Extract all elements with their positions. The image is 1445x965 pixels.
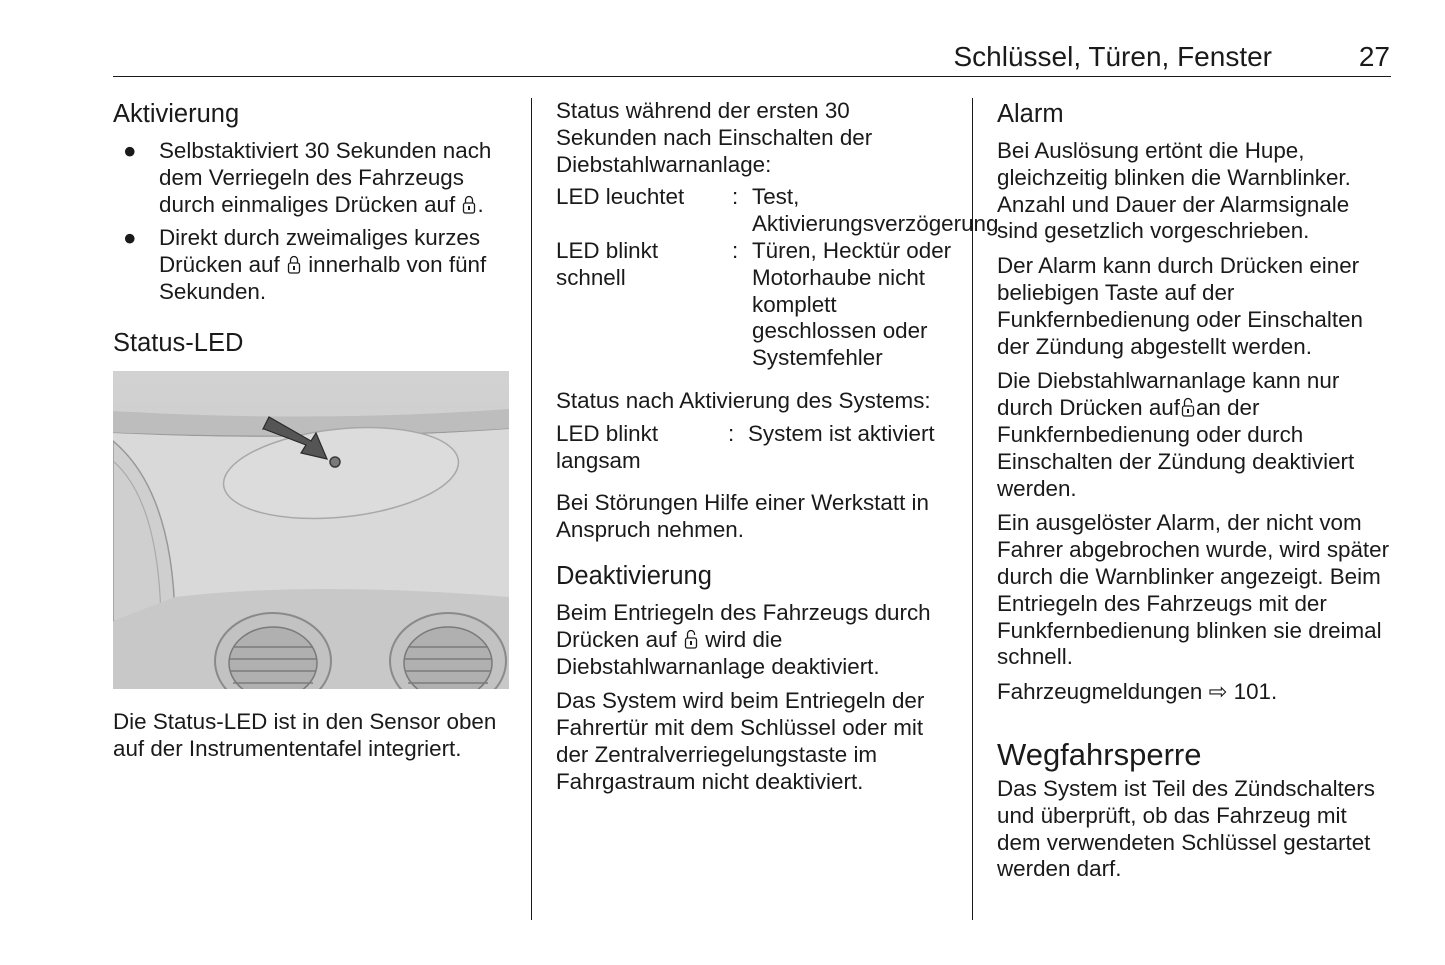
list-item (113, 225, 513, 305)
header-title: Schlüssel, Türen, Fenster (953, 41, 1272, 72)
status-key: LED leuchtet (556, 184, 685, 210)
lock-icon (462, 194, 476, 214)
deactivation-text: Beim Entriegeln des Fahrzeugs durch Drücken auf (556, 599, 931, 652)
figure-caption: Die Status-LED ist in den Sensor oben auf der Instrumententafel integriert. (113, 708, 497, 761)
deactivation-paragraph (556, 600, 954, 680)
status-value: Türen, Hecktür oder Motorhaube nicht komplett geschlossen oder Systemfehler (752, 237, 952, 371)
bullet-icon: ● (123, 138, 137, 163)
deactivation-text-end: wird die Diebstahlwarnanlage deaktiviert. (556, 626, 880, 679)
column-divider-left (531, 98, 532, 920)
bullet-icon: ● (123, 225, 137, 251)
heading-deactivation: Deaktivierung (556, 561, 712, 590)
reference-text: Fahrzeugmeldungen (997, 679, 1203, 705)
status-intro: Status während der ersten 30 Sekunden nach Einschalten der Diebstahlwarnanlage: (556, 98, 873, 177)
status-separator: : (728, 420, 735, 446)
bullet-text-end: innerhalb von fünf Sekunden. (159, 252, 487, 304)
lock-icon (287, 254, 301, 274)
reference-page: 101. (1233, 679, 1278, 705)
alarm-paragraph-4: Ein ausgelöster Alarm, der nicht vom Fahrer abgebrochen wurde, wird später durch die Warnblinker angezeigt. Beim Entriegeln des Fahrzeugs mit der Funkfernbedienung blinken sie dreimal schnell. (997, 510, 1390, 670)
alarm-paragraph-1: Bei Auslösung ertönt die Hupe, gleichzeitig blinken die Warnblinker. Anzahl und Dauer der Alarmsignale sind gesetzlich vorgeschrieben. (997, 138, 1351, 244)
status-key: LED blinkt langsam (556, 420, 659, 473)
deactivation-note: Das System wird beim Entriegeln der Fahrertür mit dem Schlüssel oder mit der Zentralverriegelungstaste im Fahrgastraum nicht deaktiviert. (556, 688, 925, 794)
bullet-text: Selbstaktiviert 30 Sekunden nach dem Verriegeln des Fahrzeugs durch einmaliges Drücken auf (159, 138, 492, 217)
bullet-text: Direkt durch zweimaliges kurzes Drücken auf (159, 225, 481, 278)
table-row (556, 184, 999, 238)
cross-reference (997, 679, 1392, 706)
alarm-paragraph-2: Der Alarm kann durch Drücken einer beliebigen Taste auf der Funkfernbedienung oder Einschalten der Zündung abgestellt werden. (997, 253, 1363, 359)
alarm-text: Die Diebstahlwarnanlage kann nur durch Drücken auf (997, 368, 1340, 421)
heading-status-led: Status-LED (113, 328, 244, 357)
bullet-text-end: . (477, 191, 484, 217)
status-value: System ist aktiviert (748, 420, 935, 446)
unlock-icon (1181, 397, 1195, 417)
unlock-icon (684, 629, 698, 649)
column-middle (556, 98, 999, 804)
activation-list (113, 138, 513, 306)
alarm-paragraph-3 (997, 368, 1392, 502)
status-after-intro: Status nach Aktivierung des Systems: (556, 387, 931, 413)
status-separator: : (732, 237, 739, 263)
immobilizer-paragraph: Das System ist Teil des Zündschalters und überprüft, ob das Fahrzeug mit dem verwendeten Schlüssel gestartet werden darf. (997, 775, 1375, 882)
alarm-text-end: an der Funkfernbedienung oder durch Einschalten der Zündung deaktiviert werden. (997, 395, 1355, 501)
table-row (556, 421, 954, 475)
fault-note: Bei Störungen Hilfe einer Werkstatt in Anspruch nehmen. (556, 490, 929, 543)
page-number: 27 (1358, 41, 1390, 72)
dashboard-status-led-illustration (113, 371, 509, 689)
column-right (997, 98, 1392, 891)
status-separator: : (732, 184, 739, 210)
header-rule (113, 76, 1391, 77)
status-key: LED blinkt schnell (556, 237, 659, 290)
heading-alarm: Alarm (997, 100, 1064, 128)
arrow-right-icon: ⇨ (1208, 679, 1228, 705)
heading-activation: Aktivierung (113, 100, 240, 128)
heading-immobilizer: Wegfahrsperre (997, 736, 1202, 772)
table-row (556, 238, 954, 372)
status-value: Test, Aktivierungsverzögerung (752, 184, 999, 237)
list-item (113, 138, 513, 218)
column-left (113, 98, 513, 770)
